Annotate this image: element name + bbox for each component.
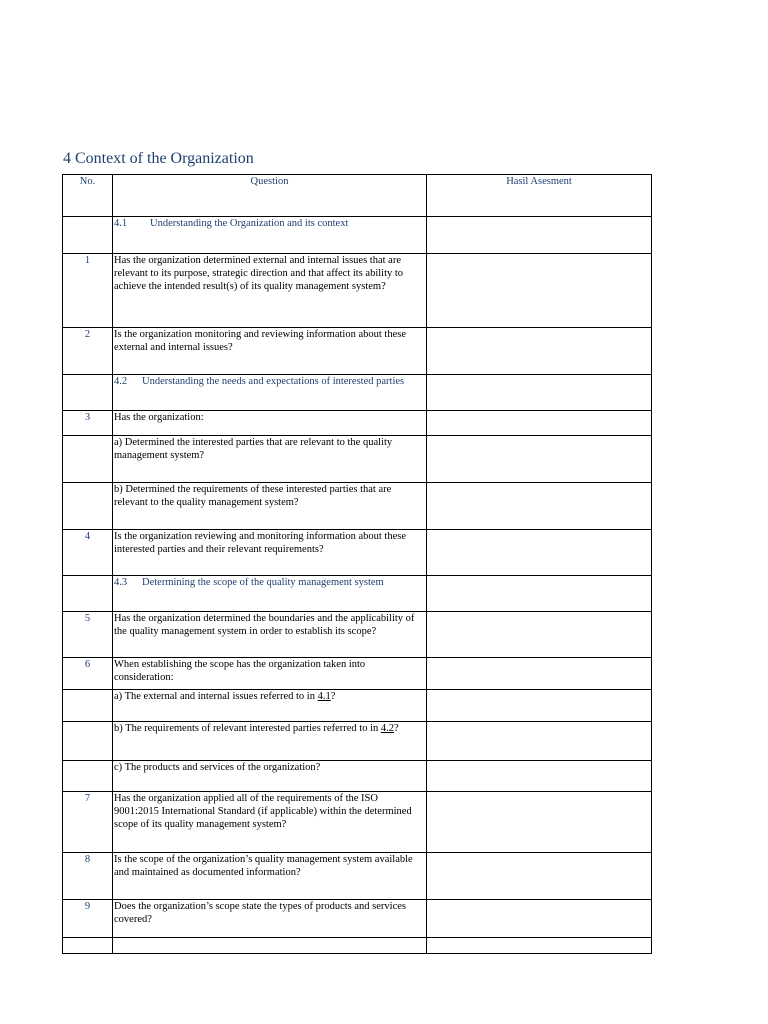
clause-reference-link[interactable]: 4.2 [380,723,394,734]
row-number: 8 [63,853,113,900]
table-row [63,254,652,328]
assessment-cell[interactable] [427,612,652,658]
no-cell [63,217,113,254]
no-cell [63,576,113,612]
section-label: Determining the scope of the quality management system [142,577,384,588]
table-row [63,900,652,938]
column-header-no: No. [63,175,113,217]
table-row [63,530,652,576]
no-cell [63,375,113,411]
table-row [63,690,652,722]
section-number: 4.1 [114,218,128,229]
assessment-cell[interactable] [427,254,652,328]
row-number: 6 [63,658,113,690]
clause-reference-link[interactable]: 4.1 [317,691,331,702]
question-text: Is the scope of the organization’s quality management system available and maintained as documented information? [113,853,427,900]
question-text: When establishing the scope has the organization taken into consideration: [113,658,427,690]
question-text [113,690,427,722]
assessment-cell[interactable] [427,328,652,375]
row-number: 4 [63,530,113,576]
table-row [63,722,652,761]
table-row [63,612,652,658]
assessment-cell[interactable] [427,411,652,436]
question-text: Has the organization: [113,411,427,436]
assessment-cell[interactable] [427,375,652,411]
assessment-cell[interactable] [427,938,652,954]
row-number: 3 [63,411,113,436]
no-cell [63,436,113,483]
table-header-row [63,175,652,217]
question-prefix: b) The requirements of relevant interested parties referred to in [114,723,381,734]
section-row-4-2 [63,375,652,411]
assessment-table [62,174,652,954]
row-number: 7 [63,792,113,853]
section-title-4-3 [113,576,427,612]
section-label: Understanding the Organization and its context [150,218,349,229]
question-text: Is the organization monitoring and reviewing information about these external and internal issues? [113,328,427,375]
column-header-assessment: Hasil Asesment [427,175,652,217]
table-row-empty [63,938,652,954]
no-cell [63,690,113,722]
question-text: c) The products and services of the organization? [113,761,427,792]
question-text: Is the organization reviewing and monitoring information about these interested parties and their relevant requirements? [113,530,427,576]
assessment-cell[interactable] [427,483,652,530]
assessment-cell[interactable] [427,792,652,853]
table-row [63,328,652,375]
assessment-cell[interactable] [427,658,652,690]
row-number: 5 [63,612,113,658]
assessment-cell[interactable] [427,853,652,900]
section-number: 4.3 [114,577,128,588]
assessment-cell[interactable] [427,722,652,761]
assessment-cell[interactable] [427,530,652,576]
section-row-4-1 [63,217,652,254]
question-prefix: a) The external and internal issues referred to in [114,691,318,702]
question-text: b) Determined the requirements of these interested parties that are relevant to the quality management system? [113,483,427,530]
no-cell [63,722,113,761]
table-row [63,411,652,436]
question-suffix: ? [393,723,399,734]
no-cell [63,761,113,792]
assessment-cell[interactable] [427,217,652,254]
column-header-question: Question [113,175,427,217]
section-number: 4.2 [114,376,128,387]
assessment-cell[interactable] [427,690,652,722]
question-text: Has the organization determined external and internal issues that are relevant to its purpose, strategic direction and that affect its ability to achieve the intended result(s) of its quality management system? [113,254,427,328]
section-title-4-2 [113,375,427,411]
section-label: Understanding the needs and expectations of interested parties [142,376,405,387]
row-number: 9 [63,900,113,938]
table-row [63,853,652,900]
question-cell-empty [113,938,427,954]
table-row [63,483,652,530]
table-row [63,658,652,690]
table-row [63,792,652,853]
page-title: 4 Context of the Organization [63,150,254,167]
assessment-cell[interactable] [427,436,652,483]
table-row [63,436,652,483]
row-number: 2 [63,328,113,375]
question-text [113,722,427,761]
assessment-cell[interactable] [427,576,652,612]
section-row-4-3 [63,576,652,612]
assessment-cell[interactable] [427,761,652,792]
question-suffix: ? [330,691,336,702]
question-text: a) Determined the interested parties that are relevant to the quality management system? [113,436,427,483]
row-number: 1 [63,254,113,328]
assessment-cell[interactable] [427,900,652,938]
question-text: Has the organization applied all of the requirements of the ISO 9001:2015 International Standard (if applicable) within the determined scope of its quality management system? [113,792,427,853]
question-text: Has the organization determined the boundaries and the applicability of the quality management system in order to establish its scope? [113,612,427,658]
no-cell [63,483,113,530]
no-cell [63,938,113,954]
question-text: Does the organization’s scope state the types of products and services covered? [113,900,427,938]
section-title-4-1 [113,217,427,254]
table-row [63,761,652,792]
